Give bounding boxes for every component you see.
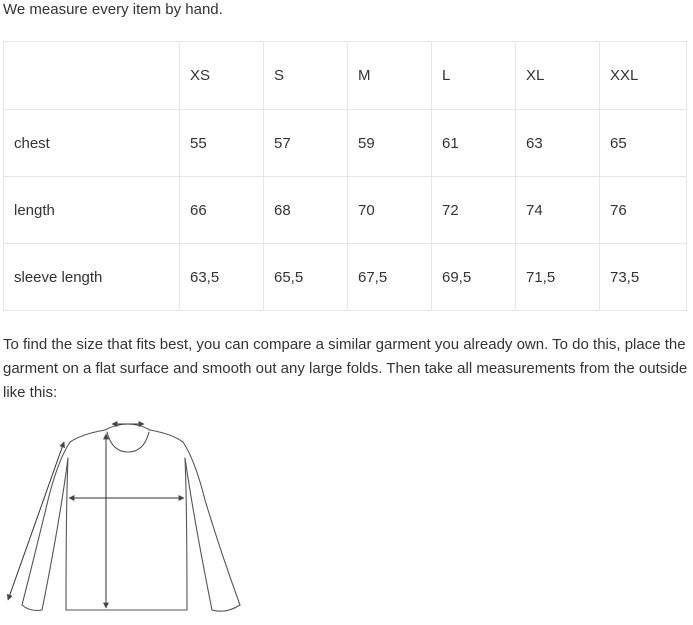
size-header-m: M	[348, 42, 432, 110]
table-header-cell	[4, 42, 180, 110]
table-row	[4, 177, 687, 244]
right-shoulder	[150, 430, 183, 442]
table-cell: 61	[432, 110, 516, 177]
left-cuff	[22, 605, 42, 610]
table-cell: 71,5	[516, 244, 600, 311]
left-sleeve-outer	[22, 442, 70, 605]
right-sleeve-inner	[185, 458, 212, 610]
table-header-row	[4, 42, 687, 110]
row-label-length: length	[4, 177, 180, 244]
table-cell: 76	[600, 177, 687, 244]
table-cell: 66	[180, 177, 264, 244]
table-cell: 68	[264, 177, 348, 244]
table-cell: 57	[264, 110, 348, 177]
table-cell: 59	[348, 110, 432, 177]
right-sleeve-outer	[183, 442, 240, 605]
table-row	[4, 244, 687, 311]
sleeve-arrow	[8, 442, 64, 600]
measuring-instructions: To find the size that fits best, you can compare a similar garment you already own. To do this, place the garment on a flat surface and smooth out any large folds. Then take all measurements from the outside like this:	[3, 336, 688, 401]
table-cell: 72	[432, 177, 516, 244]
table-cell: 67,5	[348, 244, 432, 311]
table-row	[4, 110, 687, 177]
left-shoulder	[70, 430, 105, 442]
right-cuff	[212, 605, 240, 611]
body-left-side	[66, 458, 68, 610]
row-label-sleeve-length: sleeve length	[4, 244, 180, 311]
table-cell: 55	[180, 110, 264, 177]
left-sleeve-inner	[42, 458, 68, 610]
size-header-l: L	[432, 42, 516, 110]
body-right-side	[185, 458, 187, 610]
intro-text: We measure every item by hand.	[3, 1, 223, 18]
table-cell: 74	[516, 177, 600, 244]
table-cell: 69,5	[432, 244, 516, 311]
sweater-measurement-diagram-icon	[0, 410, 250, 622]
collar-outline	[105, 424, 150, 430]
table-cell: 70	[348, 177, 432, 244]
size-header-xxl: XXL	[600, 42, 687, 110]
table-cell: 65	[600, 110, 687, 177]
size-chart-table	[3, 41, 687, 311]
table-cell: 73,5	[600, 244, 687, 311]
row-label-chest: chest	[4, 110, 180, 177]
table-cell: 63	[516, 110, 600, 177]
size-header-s: S	[264, 42, 348, 110]
table-cell: 63,5	[180, 244, 264, 311]
collar-neckline	[107, 432, 149, 452]
size-header-xl: XL	[516, 42, 600, 110]
size-header-xs: XS	[180, 42, 264, 110]
table-cell: 65,5	[264, 244, 348, 311]
